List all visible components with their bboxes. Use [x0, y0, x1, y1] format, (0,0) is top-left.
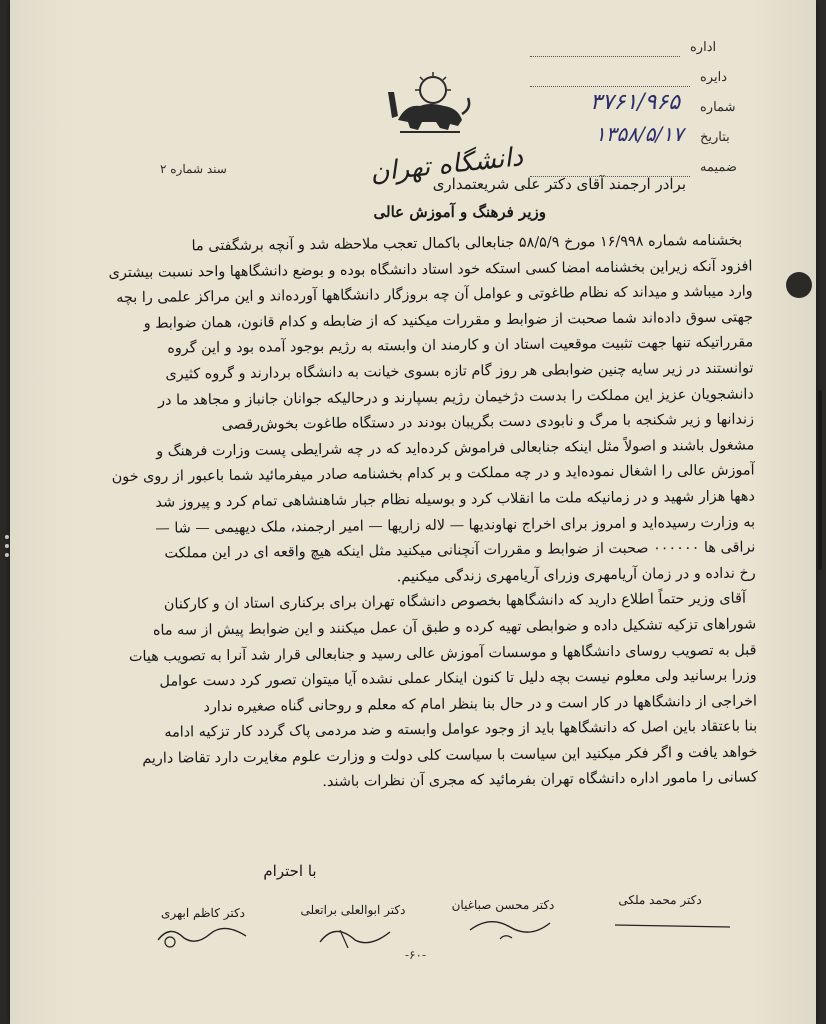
signatory-name: دکتر محمد ملکی — [618, 893, 702, 907]
signature-mark — [310, 912, 400, 952]
closing-salutation: با احترام — [263, 862, 317, 880]
body-line: شوراهای تزکیه تشکیل داده و ضوابطی تهیه کرده و طبق آن عمل میکنند و این ضوابط پیش از سه ماه — [152, 616, 757, 639]
university-name: دانشگاه تهران — [368, 142, 525, 188]
date-label: بتاریخ — [700, 130, 730, 145]
body-line: مقرراتیکه تنها جهت تثبیت موقعیت استاد ان و کارمند ان وابسته به رژیم بوجود آمده بود و این گروه — [167, 334, 754, 357]
signature-mark — [460, 905, 570, 945]
office-label: اداره — [690, 40, 717, 55]
date-value: ۱۳۵۸/۵/۱۷ — [595, 122, 684, 146]
body-line: خواهد یافت و اگر فکر میکنید این سیاست با سیاست کلی دولت و وزارت علوم مغایرت دارد تقاضا داریم — [142, 744, 758, 767]
attachment-label: ضمیمه — [700, 160, 737, 175]
addressee — [166, 170, 686, 226]
body-line: نراقی ها ۰۰۰۰۰۰ صحبت از ضوابط و مقررات آنچنانی میکنید مثل اینکه هیچ واقعه ای در این مملکت — [164, 539, 756, 562]
body-line: کسانی را مامور اداره دانشگاه تهران بفرمائید که مجری آن نظرات باشند. — [322, 769, 758, 791]
body-line: رخ نداده و در زمان آریامهری وزرای آریامهری زندگی میکنیم. — [396, 565, 756, 585]
body-line: قبل به تصویب روسای دانشگاهها و موسسات آموزش عالی رسید و جنابعالی قرار شد آنرا به تصویب هیات — [128, 641, 757, 665]
body-line: آقای وزیر حتماً اطلاع دارید که دانشگاهها بخصوص دانشگاه تهران برای برکناری استاد ان و کارکنان — [163, 590, 746, 613]
signatory-name: دکتر محسن صباغیان — [451, 898, 555, 912]
punch-hole — [786, 272, 812, 298]
body-line: توانستند در زیر سایه چنین ضوابطی هر روز گام تازه بسوی خیانت به دانشگاه بردارند و گروه کثیری — [165, 360, 754, 383]
body-line: آموزش عالی را اشغال نموده‌اید و در چه مملکت و بر کدام بخشنامه صادر میفرمائید شما باعبور از روی خون — [111, 462, 755, 486]
body-line: بخشنامه شماره ۱۶/۹۹۸ مورخ ۵۸/۵/۹ جنابعالی باکمال تعجب ملاحظه شد و آنچه برشگفتی ما — [191, 232, 743, 255]
body-line: وارد میباشد و میداند که نظام طاغوتی و عوامل آن چه بروزگار دانشگاهها آورده‌اند و این مراکز علمی را بچه — [116, 283, 753, 307]
number-label: شماره — [700, 100, 736, 115]
body-line: مشغول باشند و اصولاً مثل اینکه جنابعالی فراموش کرده‌اید که در چه شرایطی پست وزارت فرهنگ و — [156, 437, 755, 460]
office-line — [530, 56, 680, 57]
body-line: جهتی سوق داده‌اند شما صحبت از ضوابط و مقررات میکنید که از ضابطه و کدام قانون، همان ضوابط و — [143, 309, 754, 332]
page-number: -۶۰- — [405, 948, 426, 962]
letter-body — [77, 228, 758, 798]
body-line: افزود آنکه زیراین بخشنامه امضا کسی استکه خود استاد دانشگاه بوده و بوضع دانشگاهها واحد نسبت بیشتری — [108, 258, 753, 281]
department-label: دایره — [700, 70, 728, 85]
number-value: ۳۷۶۱/۹۶۵ — [590, 90, 681, 115]
body-line: بنا باعتقاد باین اصل که دانشگاهها باید از وجود عوامل وابسته و ضد مردمی پاک گردد کار تزکیه ادامه — [164, 718, 758, 741]
body-line: زندانها و زیر شکنجه با مرگ و نابودی دست بگریبان بودند در دستگاه طاغوت بخوش‌رقصی — [221, 411, 755, 434]
body-line: وزرا برسانید ولی معلوم نیست بچه دلیل تا کنون اینکار عملی نشده آیا میتوان تصور کرد دست عوامل — [159, 667, 757, 690]
lion-and-sun-emblem-icon — [378, 68, 478, 138]
document-number: سند شماره ۲ — [160, 162, 227, 176]
addressee-name: برادر ارجمند آقای دکتر علی شریعتمداری — [432, 175, 686, 193]
addressee-title: وزیر فرهنگ و آموزش عالی — [373, 203, 546, 221]
body-line: به وزارت رسیده‌اید و امروز برای اخراج نهاوندیها — لاله زاریها — امیر ارجمند، ملک دیهیمی — شا — — [155, 513, 756, 537]
body-line: دانشجویان عزیز این مملکت را بدست دژخیمان رژیم بسپارند و درحالیکه جوانان جانباز و مجاهد ما در — [158, 386, 754, 409]
signatory-name: دکتر ابوالعلی براتعلی — [300, 903, 406, 917]
body-line: دهها هزار شهید و در زمانیکه ملت ما انقلاب کرد و بوسیله نظام جبار شاهنشاهی تمام کرد و پیروز شد — [155, 488, 755, 511]
signatory-name: دکتر کاظم ابهری — [160, 906, 246, 920]
document-page — [10, 0, 816, 1024]
department-line — [530, 86, 690, 87]
scrollbar[interactable] — [818, 390, 822, 570]
body-line: اخراجی از دانشگاهها در کار است و در حال بنا بنظر امام که معلم و روحانی گناه صغیره ندارد — [203, 693, 758, 715]
signature-mark — [150, 912, 260, 952]
signature-mark — [610, 905, 740, 935]
